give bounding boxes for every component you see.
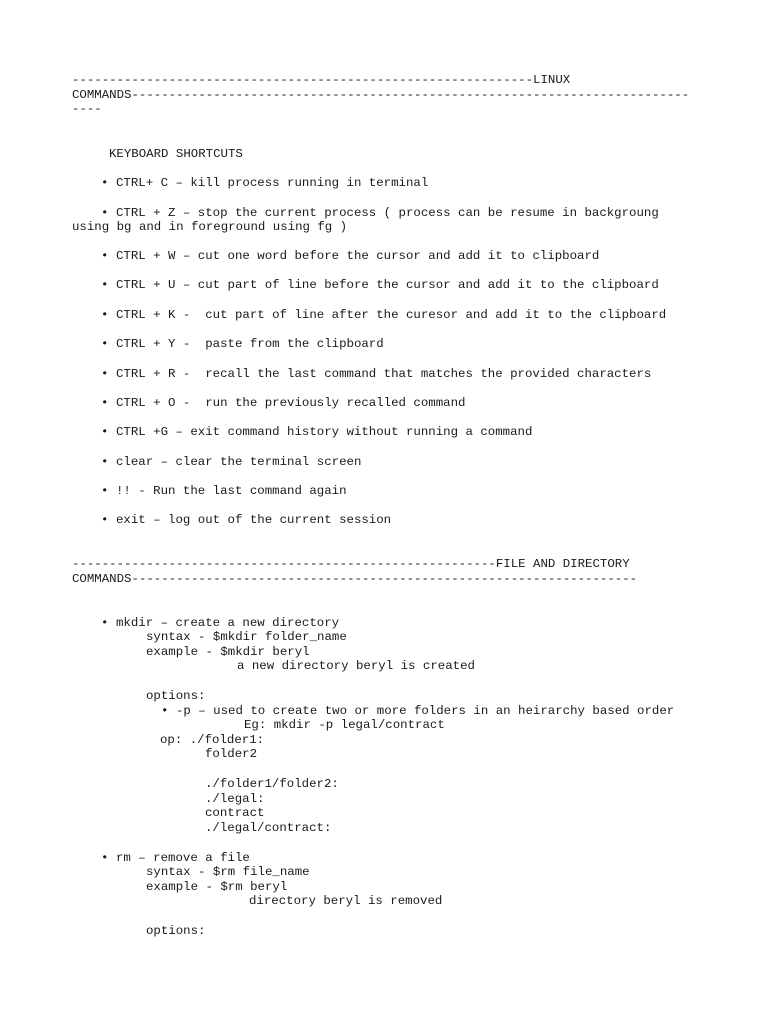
bullet-icon: • [101, 206, 109, 220]
bullet-icon: • [161, 704, 169, 718]
bullet-icon: • [101, 308, 109, 322]
output-line: ./legal: [205, 792, 265, 806]
bullet-icon: • [101, 616, 109, 630]
list-item-text: clear – clear the terminal screen [116, 455, 362, 469]
command-item-rm [101, 851, 250, 865]
list-item [101, 484, 347, 498]
output-label: op: ./folder1: [160, 733, 265, 747]
list-item-text: CTRL +G – exit command history without running a command [116, 425, 533, 439]
list-item-text: exit – log out of the current session [116, 513, 392, 527]
list-item-text: CTRL + W – cut one word before the cursor and add it to clipboard [116, 249, 600, 263]
list-item-continuation: using bg and in foreground using fg ) [72, 220, 348, 234]
command-result: directory beryl is removed [249, 894, 443, 908]
list-item [101, 249, 599, 263]
command-title: rm – remove a file [116, 851, 250, 865]
list-item-text: CTRL + U – cut part of line before the cursor and add it to the clipboard [116, 278, 659, 292]
header-file-directory-line-2: COMMANDS-------------------------------------------------------------------- [72, 572, 638, 586]
list-item [101, 455, 361, 469]
output-line: ./legal/contract: [205, 821, 332, 835]
list-item [101, 337, 384, 351]
list-item-text: CTRL + Y - paste from the clipboard [116, 337, 384, 351]
list-item [101, 278, 659, 292]
list-item [101, 396, 465, 410]
command-result: a new directory beryl is created [237, 659, 475, 673]
command-item-mkdir [101, 616, 339, 630]
list-item [101, 513, 391, 527]
bullet-icon: • [101, 851, 109, 865]
bullet-icon: • [101, 249, 109, 263]
command-syntax: syntax - $rm file_name [146, 865, 310, 879]
list-item [101, 308, 666, 322]
list-item-text: CTRL+ C – kill process running in terminal [116, 176, 429, 190]
bullet-icon: • [101, 455, 109, 469]
command-example: example - $mkdir beryl [146, 645, 310, 659]
list-item [101, 176, 428, 190]
bullet-icon: • [101, 367, 109, 381]
header-linux-line-2: COMMANDS--------------------------------------------------------------------------- [72, 88, 690, 102]
options-label: options: [146, 689, 206, 703]
list-item [101, 425, 532, 439]
output-line: ./folder1/folder2: [205, 777, 339, 791]
option-example: Eg: mkdir -p legal/contract [244, 718, 445, 732]
bullet-icon: • [101, 396, 109, 410]
output-line: contract [205, 806, 265, 820]
list-item-text: CTRL + O - run the previously recalled command [116, 396, 466, 410]
header-linux-line-1: --------------------------------------------------------------LINUX [72, 73, 571, 87]
bullet-icon: • [101, 513, 109, 527]
header-file-directory-line-1: ---------------------------------------------------------FILE AND DIRECTORY [72, 557, 630, 571]
command-title: mkdir – create a new directory [116, 616, 340, 630]
option-text: -p – used to create two or more folders in an heirarchy based order [176, 704, 675, 718]
bullet-icon: • [101, 425, 109, 439]
bullet-icon: • [101, 176, 109, 190]
options-label: options: [146, 924, 206, 938]
list-item-text: !! - Run the last command again [116, 484, 347, 498]
command-syntax: syntax - $mkdir folder_name [146, 630, 347, 644]
list-item-text: CTRL + K - cut part of line after the curesor and add it to the clipboard [116, 308, 667, 322]
list-item [101, 367, 651, 381]
header-linux-line-3: ---- [72, 102, 102, 116]
bullet-icon: • [101, 278, 109, 292]
bullet-icon: • [101, 484, 109, 498]
bullet-icon: • [101, 337, 109, 351]
list-item-text: CTRL + Z – stop the current process ( process can be resume in backgroung [116, 206, 659, 220]
output-line: folder2 [205, 747, 258, 761]
section-heading-keyboard-shortcuts: KEYBOARD SHORTCUTS [109, 147, 243, 161]
list-item [101, 206, 659, 220]
command-example: example - $rm beryl [146, 880, 288, 894]
option-item [161, 704, 674, 718]
list-item-text: CTRL + R - recall the last command that matches the provided characters [116, 367, 652, 381]
